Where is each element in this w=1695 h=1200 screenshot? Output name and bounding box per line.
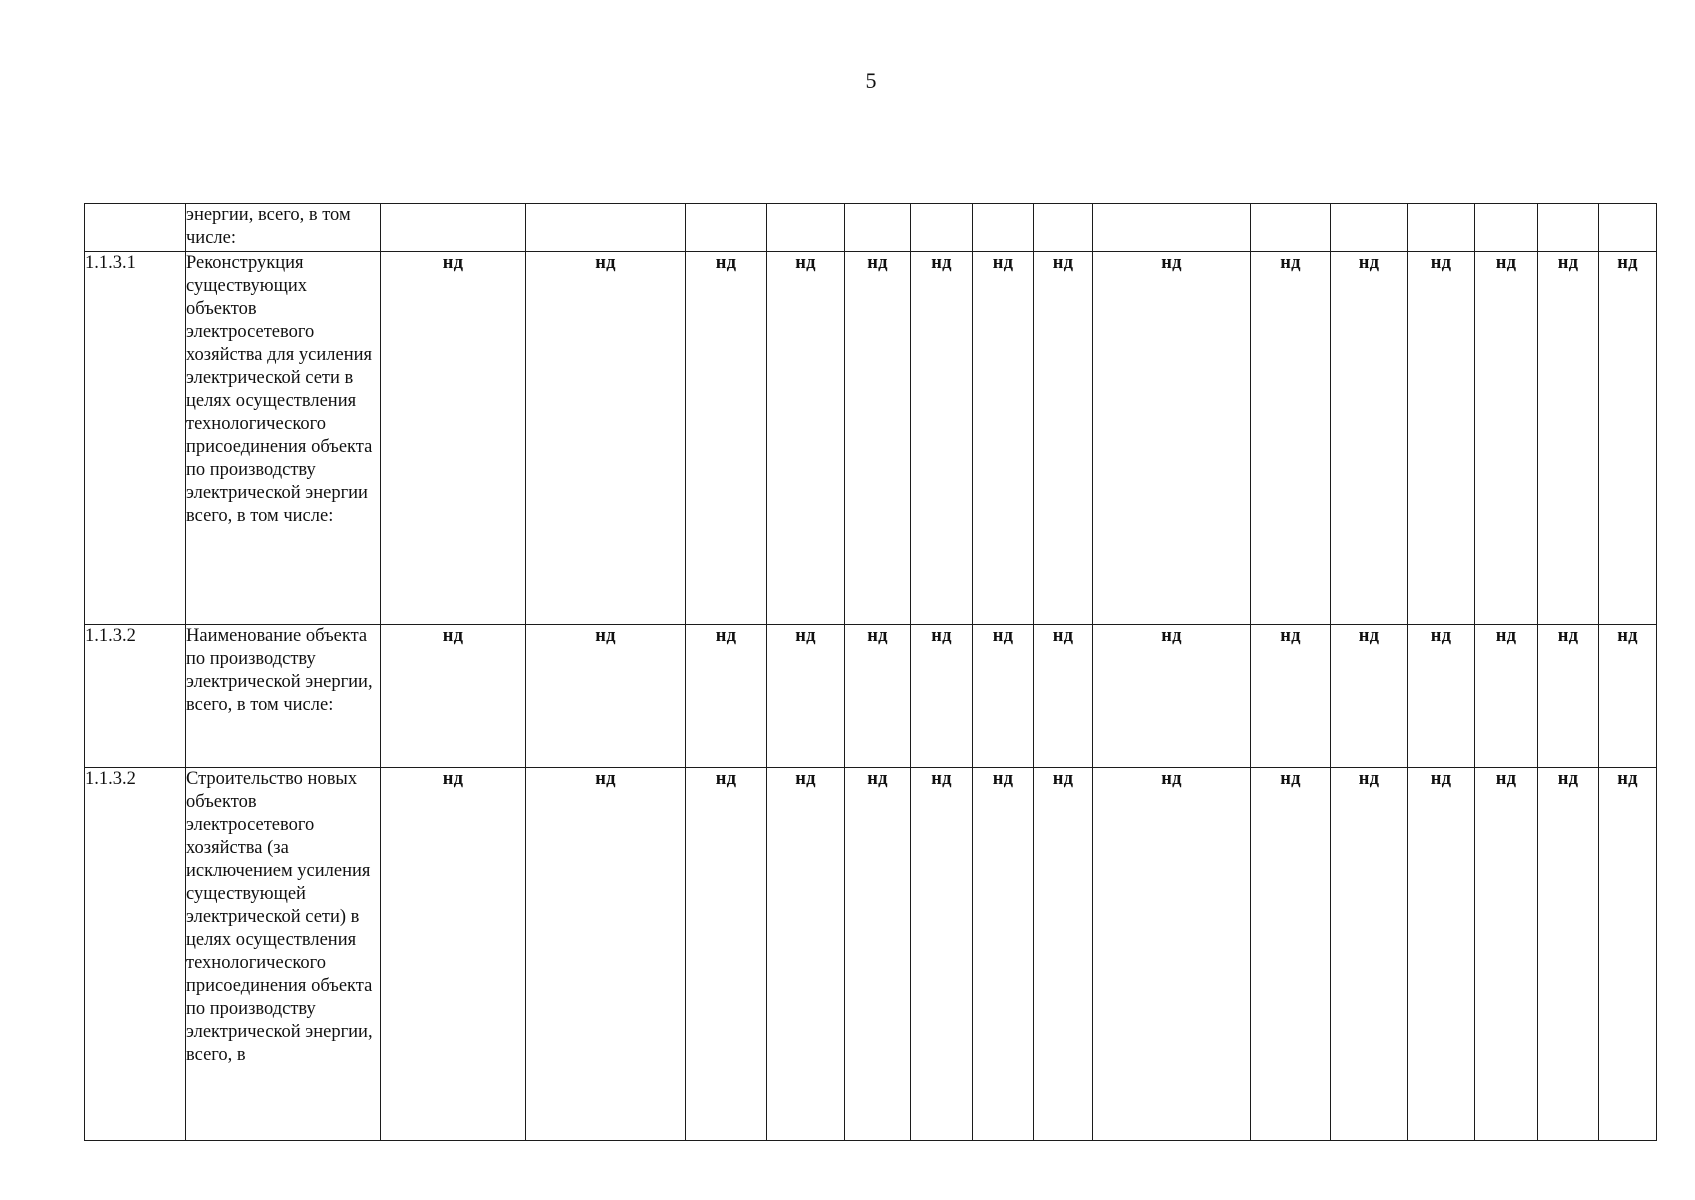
row-name-cell: Реконструкция существующих объектов электросетевого хозяйства для усиления электрической сети в целях осуществления технологического присоединения объекта по производству электрической энергии всего, в том числе: <box>186 252 381 625</box>
value-cell <box>1093 204 1251 252</box>
table-row <box>85 204 1657 252</box>
value-cell: нд <box>686 768 767 1141</box>
row-name-cell: Строительство новых объектов электросетевого хозяйства (за исключением усиления существующей электрической сети) в целях осуществления технологического присоединения объекта по производству электрической энергии, всего, в <box>186 768 381 1141</box>
value-cell <box>1034 204 1093 252</box>
value-cell: нд <box>845 252 911 625</box>
value-cell: нд <box>381 768 526 1141</box>
investment-table <box>84 203 1657 1141</box>
value-cell: нд <box>1599 625 1657 768</box>
value-cell: нд <box>1408 768 1475 1141</box>
row-number-cell: 1.1.3.1 <box>85 252 186 625</box>
value-cell: нд <box>526 625 686 768</box>
value-cell: нд <box>845 625 911 768</box>
value-cell: нд <box>686 252 767 625</box>
value-cell: нд <box>1408 252 1475 625</box>
value-cell <box>1408 204 1475 252</box>
value-cell: нд <box>911 768 973 1141</box>
value-cell: нд <box>526 768 686 1141</box>
value-cell: нд <box>1331 768 1408 1141</box>
value-cell: нд <box>1538 252 1599 625</box>
value-cell: нд <box>1331 625 1408 768</box>
value-cell: нд <box>1034 625 1093 768</box>
row-name-cell: Наименование объекта по производству электрической энергии, всего, в том числе: <box>186 625 381 768</box>
value-cell: нд <box>973 768 1034 1141</box>
row-number-cell: 1.1.3.2 <box>85 768 186 1141</box>
value-cell <box>1251 204 1331 252</box>
value-cell: нд <box>1331 252 1408 625</box>
value-cell: нд <box>1251 768 1331 1141</box>
value-cell: нд <box>1408 625 1475 768</box>
value-cell: нд <box>526 252 686 625</box>
value-cell: нд <box>911 252 973 625</box>
value-cell: нд <box>381 625 526 768</box>
value-cell: нд <box>1093 252 1251 625</box>
value-cell <box>381 204 526 252</box>
value-cell <box>767 204 845 252</box>
value-cell: нд <box>1093 625 1251 768</box>
value-cell: нд <box>1034 252 1093 625</box>
value-cell: нд <box>1475 768 1538 1141</box>
value-cell: нд <box>686 625 767 768</box>
value-cell: нд <box>1034 768 1093 1141</box>
value-cell <box>1599 204 1657 252</box>
value-cell <box>1538 204 1599 252</box>
row-number-cell: 1.1.3.2 <box>85 625 186 768</box>
table-row <box>85 252 1657 625</box>
value-cell: нд <box>767 252 845 625</box>
value-cell: нд <box>381 252 526 625</box>
value-cell: нд <box>1475 625 1538 768</box>
value-cell: нд <box>1538 625 1599 768</box>
value-cell: нд <box>1251 252 1331 625</box>
value-cell <box>911 204 973 252</box>
value-cell <box>526 204 686 252</box>
row-number-cell <box>85 204 186 252</box>
value-cell: нд <box>1251 625 1331 768</box>
value-cell: нд <box>1599 768 1657 1141</box>
table-row <box>85 625 1657 768</box>
value-cell: нд <box>911 625 973 768</box>
value-cell: нд <box>1093 768 1251 1141</box>
value-cell: нд <box>845 768 911 1141</box>
page-number: 5 <box>865 68 877 93</box>
value-cell: нд <box>973 625 1034 768</box>
value-cell: нд <box>767 625 845 768</box>
value-cell: нд <box>973 252 1034 625</box>
value-cell: нд <box>767 768 845 1141</box>
row-name-cell: энергии, всего, в том числе: <box>186 204 381 252</box>
value-cell: нд <box>1475 252 1538 625</box>
value-cell: нд <box>1599 252 1657 625</box>
value-cell <box>973 204 1034 252</box>
value-cell <box>1331 204 1408 252</box>
value-cell <box>686 204 767 252</box>
value-cell: нд <box>1538 768 1599 1141</box>
value-cell <box>845 204 911 252</box>
value-cell <box>1475 204 1538 252</box>
table-row <box>85 768 1657 1141</box>
